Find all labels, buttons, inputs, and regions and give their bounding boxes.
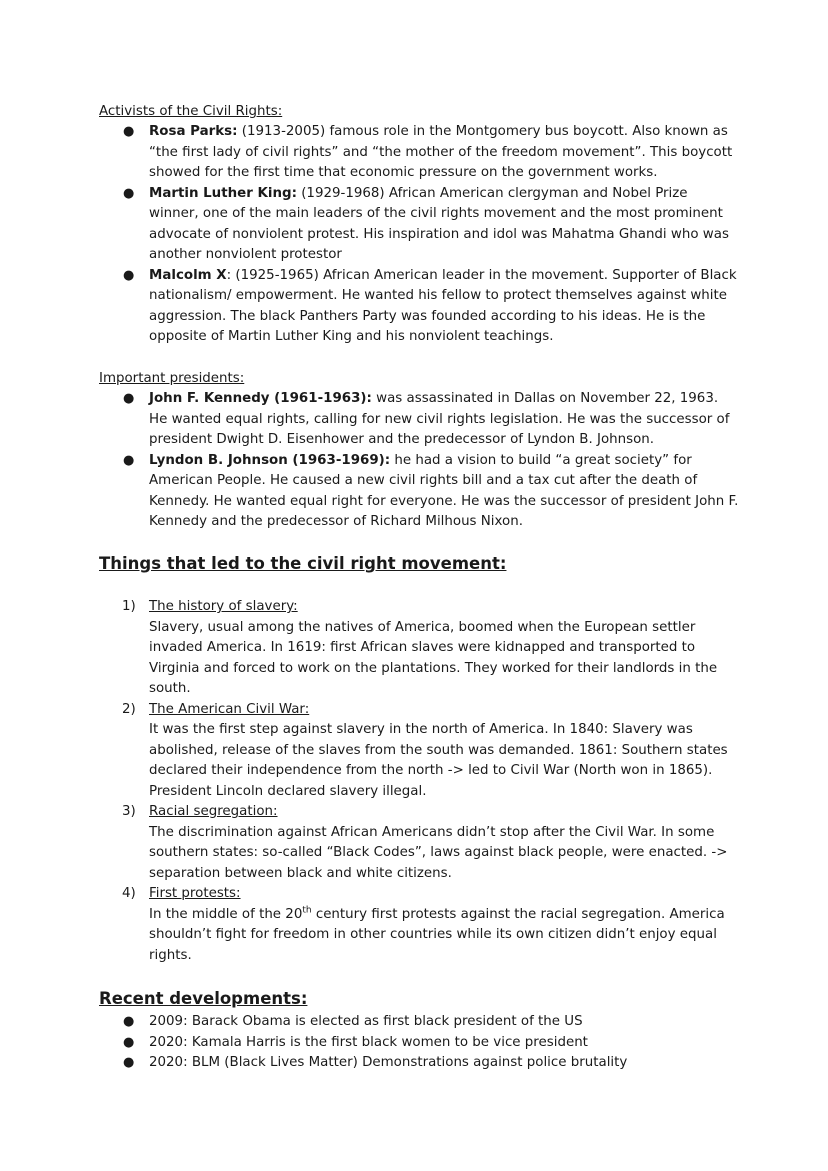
cause-title: Racial segregation: [149,804,278,819]
activists-list [123,122,739,348]
list-item [123,266,739,348]
cause-title: The history of slavery: [149,599,298,614]
list-item [123,1053,739,1074]
president-name: Lyndon B. Johnson (1963-1969): [149,452,391,468]
recent-item-text: 2009: Barack Obama is elected as first black president of the US [149,1014,583,1029]
recent-list [123,1012,739,1074]
list-item [123,184,739,266]
cause-description: In the middle of the 20th century first protests against the racial segregation. America shouldn’t fight for freedom in other countries while its own citizen didn’t enjoy equal rights. [149,905,725,963]
list-item [122,802,739,884]
list-item [123,451,739,533]
recent-item-text: 2020: BLM (Black Lives Matter) Demonstrations against police brutality [149,1055,628,1070]
activist-description: (1929-1968) African American clergyman and Nobel Prize winner, one of the main leaders of the civil rights movement and the most prominent advocate of nonviolent protest. His inspiration and idol was Mahatma Ghandi who was another nonviolent protestor [149,185,729,262]
list-item [123,1033,739,1054]
president-description: was assassinated in Dallas on November 22, 1963. He wanted equal rights, calling for new civil rights legislation. He was the successor of president Dwight D. Eisenhower and the predecessor of Lyndon B. Johnson. [149,391,730,447]
item-number: 2) [122,701,136,717]
list-item [123,1012,739,1033]
cause-description: The discrimination against African Americans didn’t stop after the Civil War. In some southern states: so-called “Black Codes”, laws against black people, were enacted. -> separation between black and white citizens. [149,824,728,881]
cause-description: Slavery, usual among the natives of America, boomed when the European settler invaded America. In 1619: first African slaves were kidnapped and transported to Virginia and forced to work on the plantations. They worked for their landlords in the south. [149,619,718,696]
list-item [123,389,739,451]
item-number: 3) [122,804,136,819]
cause-description: It was the first step against slavery in the north of America. In 1840: Slavery was abolished, release of the slaves from the south was demanded. 1861: Southern states declared their independence from the north -> led to Civil War (North won in 1865). President Lincoln declared slavery illegal. [149,722,728,799]
cause-title: First protests: [149,886,241,901]
causes-list [122,597,739,966]
bullet-icon: ● [123,452,135,468]
bullet-icon: ● [123,124,135,139]
activists-heading: Activists of the Civil Rights: [99,104,283,119]
presidents-heading: Important presidents: [99,371,245,386]
item-number: 1) [122,599,136,614]
activist-name: Martin Luther King: [149,185,297,201]
bullet-icon: ● [123,391,135,406]
activist-description: : (1925-1965) African American leader in the movement. Supporter of Black nationalism/ empowerment. He wanted his fellow to protect themselves against white aggression. The black Panthers Party was founded according to his ideas. He is the opposite of Martin Luther King and his nonviolent teachings. [149,267,737,344]
bullet-icon: ● [123,267,135,283]
recent-item-text: 2020: Kamala Harris is the first black women to be vice president [149,1034,588,1050]
list-item [122,884,739,966]
list-item [122,597,739,700]
presidents-list [123,389,739,533]
president-description: he had a vision to build “a great society” for American People. He caused a new civil rights bill and a tax cut after the death of Kennedy. He wanted equal right for everyone. He was the successor of president John F. Kennedy and the predecessor of Richard Milhous Nixon. [149,452,739,529]
activist-description: (1913-2005) famous role in the Montgomery bus boycott. Also known as “the first lady of civil rights” and “the mother of the freedom movement”. This boycott showed for the first time that economic pressure on the government works. [149,124,733,180]
causes-heading: Things that led to the civil right movement: [99,554,507,573]
cause-title: The American Civil War: [149,701,310,717]
list-item [122,700,739,803]
bullet-icon: ● [123,1014,135,1029]
activist-name: Malcolm X [149,267,227,283]
bullet-icon: ● [123,1055,135,1070]
president-name: John F. Kennedy (1961-1963): [149,391,372,406]
list-item [123,122,739,184]
item-number: 4) [122,886,136,901]
bullet-icon: ● [123,1034,135,1050]
activist-name: Rosa Parks: [149,124,238,139]
recent-heading: Recent developments: [99,989,308,1008]
bullet-icon: ● [123,185,135,201]
